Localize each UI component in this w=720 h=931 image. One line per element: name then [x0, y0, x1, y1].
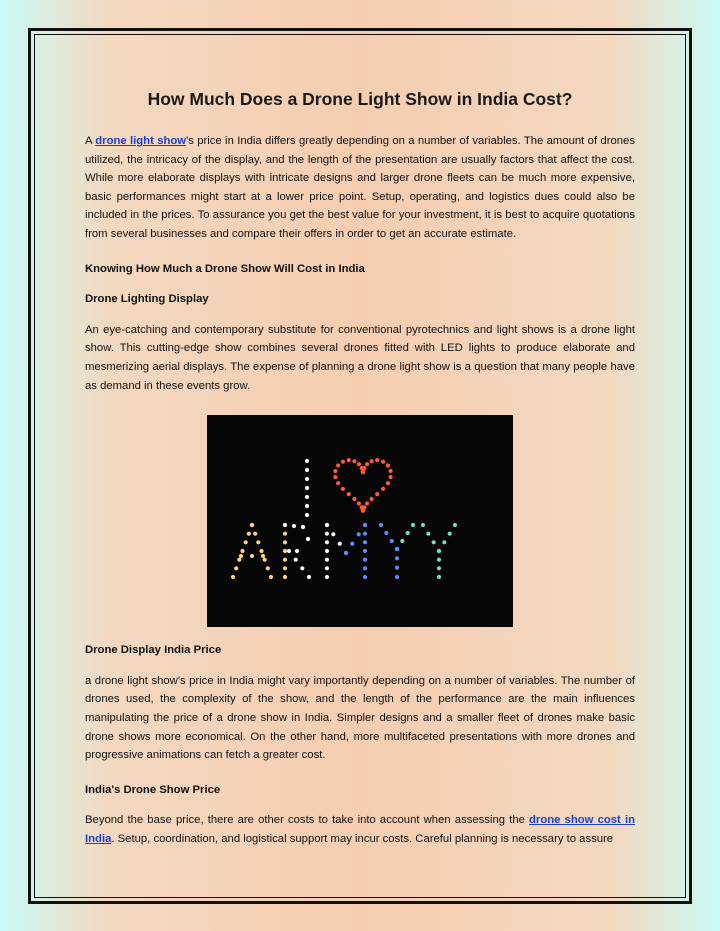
drone-light: [361, 469, 365, 473]
drone-light: [283, 532, 287, 536]
drone-light: [395, 556, 399, 560]
drone-light: [305, 513, 309, 517]
drone-light: [283, 540, 287, 544]
drone-light: [390, 539, 394, 543]
drone-light: [305, 495, 309, 499]
drone-light: [363, 523, 367, 527]
drone-light: [333, 469, 337, 473]
drone-light: [307, 575, 311, 579]
drone-light: [386, 464, 390, 468]
drone-light: [331, 532, 335, 536]
drone-light: [305, 486, 309, 490]
drone-light: [295, 549, 299, 553]
drone-light: [448, 532, 452, 536]
drone-light: [341, 487, 345, 491]
drone-light: [341, 460, 345, 464]
drone-show-cost-link[interactable]: drone show cost in India: [85, 814, 635, 845]
drone-light: [261, 554, 265, 558]
drone-light: [365, 502, 369, 506]
drone-light: [263, 558, 267, 562]
drone-light: [389, 469, 393, 473]
drone-light: [239, 554, 243, 558]
display-price-paragraph: a drone light show's price in India might vary importantly depending on a number of variables. The number of drones used, the complexity of the show, and the length of the performance are the main influences manipulating the price of a drone show in India. Simpler designs and a smaller fleet of drones make basic drone shows more economical. On the other hand, more multifaceted presentations with more drones and progressive animations can fetch a greater cost.: [85, 674, 635, 762]
drone-show-image: [207, 415, 513, 627]
drone-light: [357, 502, 361, 506]
drone-light: [256, 540, 260, 544]
drone-light: [292, 524, 296, 528]
drone-light: [231, 575, 235, 579]
drone-light: [336, 464, 340, 468]
drone-light: [247, 532, 251, 536]
drone-light: [352, 497, 356, 501]
drone-light: [357, 532, 361, 536]
drone-light: [325, 540, 329, 544]
drone-light: [301, 525, 305, 529]
drone-light: [338, 542, 342, 546]
drone-light: [400, 539, 404, 543]
drone-light: [437, 566, 441, 570]
drone-light: [344, 551, 348, 555]
drone-light: [421, 523, 425, 527]
drone-light: [244, 540, 248, 544]
drone-light: [325, 532, 329, 536]
drone-light: [347, 458, 351, 462]
drone-light: [305, 477, 309, 481]
drone-light: [381, 460, 385, 464]
drone-light: [240, 549, 244, 553]
drone-light: [379, 523, 383, 527]
section-heading-show-price: India's Drone Show Price: [85, 783, 221, 796]
drone-light: [453, 523, 457, 527]
drone-light: [325, 575, 329, 579]
drone-light: [266, 566, 270, 570]
drone-light: [395, 575, 399, 579]
drone-light: [250, 554, 254, 558]
drone-light: [437, 575, 441, 579]
image-container: [85, 411, 635, 641]
intro-paragraph: [85, 132, 635, 244]
drone-light: [432, 540, 436, 544]
section-heading-display-price: Drone Display India Price: [85, 644, 222, 657]
drone-light: [426, 532, 430, 536]
drone-light: [365, 462, 369, 466]
drone-light: [384, 531, 388, 535]
section-heading-cost-knowing: Knowing How Much a Drone Show Will Cost in India: [85, 262, 365, 275]
drone-light: [363, 532, 367, 536]
drone-light: [283, 558, 287, 562]
drone-light: [259, 549, 263, 553]
drone-light: [325, 566, 329, 570]
intro-text: 's price in India differs greatly depending on a number of variables. The amount of drones utilized, the intricacy of the display, and the length of the presentation are usually factors that affect the cost. While more elaborate displays with intricate designs and larger drone fleets can be much more expensive, basic performances might start at a lower price point. Setup, operating, and logistics dues could also be included in the prices. To assurance you get the best value for your investment, it is best to acquire quotations from several businesses and compare their offers in order to get an accurate estimate.: [85, 135, 635, 240]
drone-light: [375, 492, 379, 496]
drone-light: [283, 523, 287, 527]
drone-light: [306, 537, 310, 541]
drone-light: [237, 558, 241, 562]
drone-light: [363, 540, 367, 544]
drone-light: [370, 497, 374, 501]
drone-light: [305, 468, 309, 472]
drone-light: [370, 459, 374, 463]
drone-light: [352, 459, 356, 463]
drone-light: [395, 566, 399, 570]
drone-light: [253, 532, 257, 536]
drone-light: [442, 540, 446, 544]
show-price-text: . Setup, coordination, and logistical support may incur costs. Careful planning is necessary to assure: [111, 832, 614, 845]
show-price-prefix: Beyond the base price, there are other costs to take into account when assessing the: [85, 814, 530, 827]
show-price-paragraph: [85, 811, 635, 848]
drone-light: [325, 549, 329, 553]
drone-light: [375, 458, 379, 462]
drone-light: [287, 549, 291, 553]
drone-light: [357, 462, 361, 466]
intro-prefix: A: [85, 135, 96, 147]
drone-light: [381, 487, 385, 491]
lighting-display-paragraph: An eye-catching and contemporary substitute for conventional pyrotechnics and light shows is a drone light show. This cutting-edge show combines several drones fitted with LED lights to produce elaborate and mesmerizing aerial displays. The expense of planning a drone light show is a question that many people have as demand in these events grow.: [85, 323, 635, 392]
drone-light: [234, 566, 238, 570]
drone-light: [389, 475, 393, 479]
drone-light: [347, 492, 351, 496]
image-background: [207, 415, 513, 627]
drone-light: [411, 523, 415, 527]
drone-light: [363, 549, 367, 553]
section-heading-lighting-display: Drone Lighting Display: [85, 293, 209, 306]
drone-light: [437, 558, 441, 562]
drone-light: [363, 558, 367, 562]
drone-light: [305, 459, 309, 463]
drone-light: [283, 575, 287, 579]
drone-light: [283, 549, 287, 553]
drone-light: [395, 547, 399, 551]
drone-light: [363, 575, 367, 579]
drone-light: [305, 504, 309, 508]
drone-light: [363, 566, 367, 570]
drone-light: [283, 566, 287, 570]
document-content: [85, 84, 635, 848]
drone-light: [360, 505, 364, 509]
page-title: How Much Does a Drone Light Show in India Cost?: [147, 89, 573, 109]
drone-light: [336, 481, 340, 485]
drone-light: [325, 523, 329, 527]
drone-light: [294, 558, 298, 562]
drone-light: [386, 481, 390, 485]
drone-light-show-link[interactable]: drone light show: [95, 135, 187, 147]
drone-light: [350, 542, 354, 546]
drone-light: [325, 558, 329, 562]
drone-light: [300, 566, 304, 570]
drone-light: [437, 549, 441, 553]
drone-light: [406, 531, 410, 535]
drone-light: [269, 575, 273, 579]
drone-light: [333, 475, 337, 479]
drone-light: [250, 523, 254, 527]
